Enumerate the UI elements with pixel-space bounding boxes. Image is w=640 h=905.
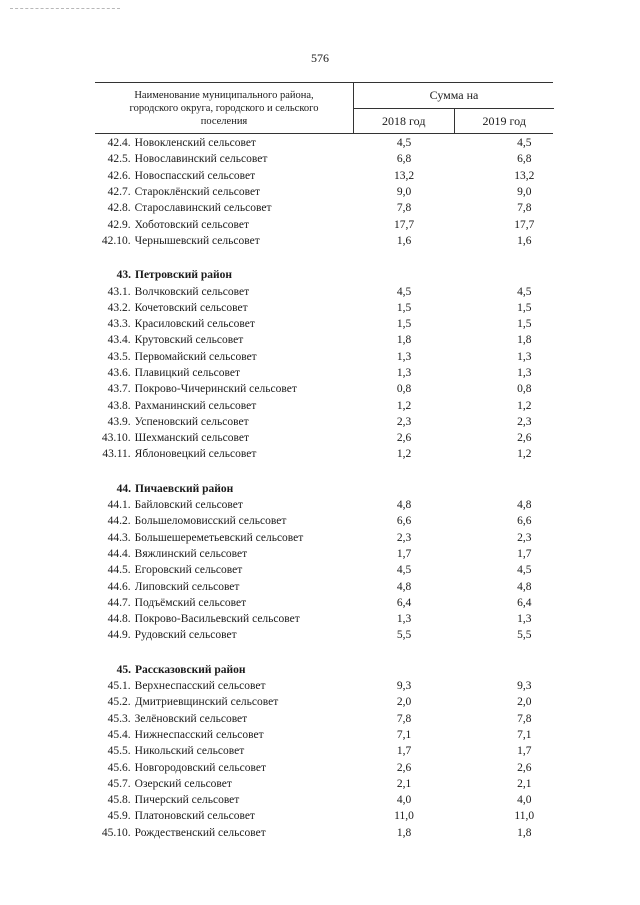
row-number: 45.8.	[107, 794, 131, 807]
row-number: 43.9.	[107, 415, 131, 428]
row-name: Байловский сельсовет	[134, 499, 243, 512]
value-2018: 6,6	[396, 515, 412, 528]
value-2018: 1,6	[396, 234, 412, 247]
table-row	[95, 316, 553, 332]
row-name: Липовский сельсовет	[134, 580, 240, 593]
value-2018: 17,7	[393, 218, 415, 231]
value-2018: 1,7	[396, 547, 412, 560]
row-number: 43.8.	[107, 399, 131, 412]
row-name: Новославинский сельсовет	[134, 153, 268, 166]
district-heading-row	[95, 481, 553, 497]
value-2018: 4,0	[396, 794, 412, 807]
table-row	[95, 216, 553, 232]
value-2019: 4,8	[517, 499, 532, 512]
table-row	[95, 283, 553, 299]
row-name: Нижнеспасский сельсовет	[134, 728, 264, 741]
header-sum-group	[353, 83, 554, 133]
row-name: Рассказовский район	[135, 663, 246, 676]
value-2019: 1,5	[517, 301, 532, 314]
row-name: Озерский сельсовет	[134, 777, 232, 790]
table-row	[95, 446, 553, 462]
row-name: Плавицкий сельсовет	[134, 367, 240, 379]
value-2018: 11,0	[394, 810, 414, 823]
row-name: Красиловский сельсовет	[134, 318, 255, 331]
value-2018: 1,2	[396, 448, 412, 461]
row-number: 44.5.	[107, 564, 131, 577]
row-number: 42.5.	[107, 153, 131, 166]
value-2018: 0,8	[396, 383, 412, 396]
row-number: 45.10.	[101, 826, 131, 839]
value-2019: 1,3	[517, 613, 532, 626]
row-name: Рудовский сельсовет	[134, 629, 237, 642]
value-2019: 1,5	[517, 318, 532, 331]
row-name: Рахманинский сельсовет	[134, 399, 257, 412]
value-2019: 7,8	[517, 202, 532, 215]
row-name: Успеновский сельсовет	[134, 415, 249, 428]
row-name: Рождественский сельсовет	[134, 826, 266, 839]
row-number: 43.11.	[102, 448, 131, 461]
row-number: 44.9.	[107, 629, 131, 642]
row-number: 42.7.	[107, 186, 131, 199]
value-2019: 4,0	[517, 794, 532, 807]
row-number: 42.9.	[107, 218, 131, 231]
row-number: 44.8.	[107, 613, 131, 626]
spacer-row	[95, 644, 553, 662]
table-row	[95, 397, 553, 413]
value-2018: 1,7	[396, 745, 412, 758]
value-2018: 6,4	[396, 596, 412, 609]
value-2018: 1,3	[396, 350, 412, 363]
row-name: Старославинский сельсовет	[134, 202, 272, 215]
row-name: Староклёнский сельсовет	[134, 186, 261, 199]
row-name: Егоровский сельсовет	[134, 564, 243, 577]
table-row	[95, 562, 553, 578]
value-2019: 6,4	[517, 596, 532, 609]
value-2019: 4,5	[517, 137, 532, 150]
row-number: 45.7.	[107, 777, 131, 790]
row-name: Вяжлинский сельсовет	[134, 547, 248, 560]
value-2019: 5,5	[517, 629, 532, 642]
row-name: Большешереметьевский сельсовет	[134, 531, 304, 544]
value-2019: 6,8	[517, 153, 532, 166]
table-row	[95, 825, 553, 841]
value-2018: 1,8	[396, 334, 412, 347]
row-number: 42.4.	[107, 137, 131, 150]
row-name: Петровский район	[135, 269, 233, 282]
value-2018: 2,6	[396, 761, 412, 774]
row-name: Крутовский сельсовет	[134, 334, 244, 347]
row-name: Большеломовисский сельсовет	[134, 515, 287, 528]
value-2019: 6,6	[517, 515, 532, 528]
row-name: Покрово-Васильевский сельсовет	[134, 613, 300, 626]
page-number: 576	[311, 51, 329, 65]
value-2019: 1,8	[517, 334, 532, 347]
row-name: Новгородовский сельсовет	[134, 761, 267, 774]
table-body	[95, 134, 553, 841]
table-row	[95, 792, 553, 808]
value-2018: 7,1	[396, 728, 412, 741]
row-number: 43.5.	[107, 350, 131, 363]
value-2019: 2,3	[517, 531, 532, 544]
table-row	[95, 332, 553, 348]
row-number: 43.2.	[107, 301, 131, 314]
table-row	[95, 151, 553, 167]
value-2019: 17,7	[514, 218, 535, 231]
table-row	[95, 414, 553, 430]
row-name: Волчковский сельсовет	[134, 285, 250, 298]
value-2019: 1,3	[517, 367, 532, 379]
row-name: Зелёновский сельсовет	[134, 712, 248, 725]
value-2019: 1,2	[517, 399, 532, 412]
table-row	[95, 808, 553, 824]
value-2018: 1,8	[396, 826, 412, 839]
row-number: 44.3.	[107, 531, 131, 544]
row-number: 43.6.	[107, 367, 131, 379]
value-2019: 2,0	[517, 696, 532, 709]
district-heading-row	[95, 267, 553, 283]
value-2018: 1,5	[396, 318, 412, 331]
value-2019: 2,3	[517, 415, 532, 428]
value-2018: 4,5	[396, 285, 412, 298]
row-number: 44.6.	[107, 580, 131, 593]
row-number: 45.2.	[107, 696, 131, 709]
header-years	[354, 109, 554, 133]
value-2018: 13,2	[393, 169, 415, 182]
row-name: Пичаевский район	[135, 482, 234, 495]
row-number: 45.5.	[107, 745, 131, 758]
table-row	[95, 578, 553, 594]
value-2019: 9,3	[517, 680, 532, 693]
table-row	[95, 430, 553, 446]
row-name: Новоспасский сельсовет	[134, 169, 256, 182]
value-2019: 1,7	[517, 547, 532, 560]
value-2019: 4,5	[517, 285, 532, 298]
value-2019: 7,8	[517, 712, 532, 725]
value-2019: 2,6	[517, 761, 532, 774]
table-row	[95, 300, 553, 316]
value-2018: 1,2	[396, 399, 412, 412]
value-2019: 2,6	[517, 432, 532, 445]
table-row	[95, 200, 553, 216]
row-number: 42.6.	[107, 169, 131, 182]
table-row	[95, 678, 553, 694]
budget-table	[95, 82, 553, 841]
row-number: 43.10.	[101, 432, 131, 445]
row-number: 43.1.	[107, 285, 131, 298]
value-2018: 7,8	[396, 202, 412, 215]
table-row	[95, 694, 553, 710]
value-2019: 2,1	[517, 777, 532, 790]
row-number: 42.10.	[101, 234, 131, 247]
table-row	[95, 611, 553, 627]
value-2018: 2,3	[396, 531, 412, 544]
value-2018: 5,5	[396, 629, 412, 642]
value-2019: 11,0	[514, 810, 535, 823]
row-number: 43.	[116, 269, 131, 282]
value-2019: 0,8	[517, 383, 532, 396]
row-number: 45.6.	[107, 761, 131, 774]
value-2018: 9,3	[396, 680, 412, 693]
scan-artifact	[10, 8, 120, 10]
value-2018: 1,3	[396, 367, 412, 379]
value-2018: 2,3	[396, 415, 412, 428]
row-number: 45.9.	[107, 810, 131, 823]
row-name: Верхнеспасский сельсовет	[134, 680, 266, 693]
value-2019: 4,5	[517, 564, 532, 577]
value-2018: 6,8	[396, 153, 412, 166]
row-number: 44.2.	[107, 515, 131, 528]
table-row	[95, 759, 553, 775]
value-2018: 2,1	[396, 777, 412, 790]
row-number: 45.3.	[107, 712, 131, 725]
row-name: Первомайский сельсовет	[134, 350, 257, 363]
row-number: 42.8.	[107, 202, 131, 215]
value-2019: 7,1	[517, 728, 532, 741]
header-year-2018: 2018 год	[382, 114, 426, 128]
table-row	[95, 513, 553, 529]
table-row	[95, 184, 553, 200]
table-row	[95, 595, 553, 611]
row-name: Пичерский сельсовет	[134, 794, 240, 807]
value-2018: 2,6	[396, 432, 412, 445]
row-number: 44.7.	[107, 596, 131, 609]
value-2018: 4,5	[396, 564, 412, 577]
table-row	[95, 711, 553, 727]
header-year-2019: 2019 год	[454, 109, 555, 133]
row-name: Шехманский сельсовет	[134, 432, 249, 445]
value-2018: 2,0	[396, 696, 412, 709]
value-2019: 1,8	[517, 826, 532, 839]
value-2018: 1,5	[396, 301, 412, 314]
table-row	[95, 497, 553, 513]
row-name: Яблоновецкий сельсовет	[134, 448, 257, 461]
table-row	[95, 627, 553, 643]
table-row	[95, 546, 553, 562]
header-name-column: Наименование муниципального района, городского округа, городского и сельского поселения	[129, 89, 319, 127]
value-2019: 1,3	[517, 350, 532, 363]
value-2018: 4,8	[396, 580, 412, 593]
row-number: 45.1.	[107, 680, 131, 693]
table-row	[95, 776, 553, 792]
value-2019: 9,0	[517, 186, 532, 199]
row-name: Дмитриевщинский сельсовет	[134, 696, 279, 709]
value-2018: 4,8	[396, 499, 412, 512]
value-2019: 13,2	[514, 169, 535, 182]
row-number: 45.4.	[107, 728, 131, 741]
value-2018: 9,0	[396, 186, 412, 199]
row-number: 44.4.	[107, 547, 131, 560]
row-number: 45.	[116, 663, 131, 676]
table-row	[95, 727, 553, 743]
value-2018: 1,3	[396, 613, 412, 626]
row-name: Новокленский сельсовет	[134, 137, 256, 150]
row-name: Никольский сельсовет	[134, 745, 245, 758]
table-row	[95, 381, 553, 397]
table-row	[95, 743, 553, 759]
table-row	[95, 365, 553, 381]
table-row	[95, 135, 553, 151]
value-2019: 1,2	[517, 448, 532, 461]
table-row	[95, 168, 553, 184]
row-number: 43.3.	[107, 318, 131, 331]
row-name: Кочетовский сельсовет	[134, 301, 248, 314]
value-2019: 4,8	[517, 580, 532, 593]
row-name: Чернышевский сельсовет	[134, 234, 260, 247]
spacer-row	[95, 463, 553, 481]
value-2019: 1,7	[517, 745, 532, 758]
row-name: Подъёмский сельсовет	[134, 596, 247, 609]
header-sum-label: Сумма на	[354, 83, 554, 109]
row-number: 44.	[116, 482, 131, 495]
district-heading-row	[95, 662, 553, 678]
spacer-row	[95, 249, 553, 267]
table-row	[95, 349, 553, 365]
value-2018: 7,8	[396, 712, 412, 725]
row-number: 43.7.	[107, 383, 131, 396]
value-2018: 4,5	[396, 137, 412, 150]
table-header	[95, 82, 553, 134]
row-name: Хоботовский сельсовет	[134, 218, 249, 231]
row-number: 43.4.	[107, 334, 131, 347]
value-2019: 1,6	[517, 234, 532, 247]
row-name: Платоновский сельсовет	[134, 810, 255, 823]
table-row	[95, 530, 553, 546]
row-number: 44.1.	[107, 499, 131, 512]
row-name: Покрово-Чичеринский сельсовет	[134, 383, 297, 396]
table-row	[95, 233, 553, 249]
